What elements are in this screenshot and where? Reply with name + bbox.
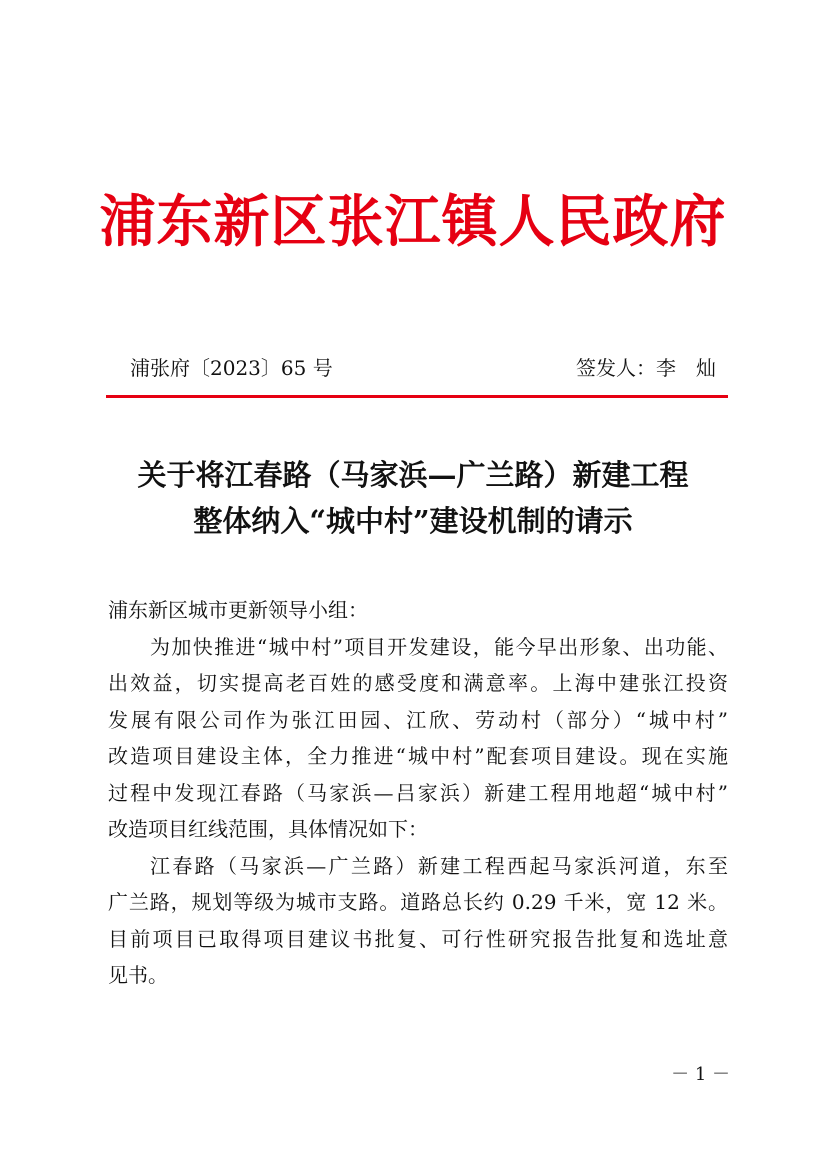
document-number: 浦张府〔2023〕65 号 xyxy=(130,356,333,380)
paragraph-1-line: 发展有限公司作为张江田园、江欣、劳动村（部分）“城中村” xyxy=(108,707,728,732)
masthead-title: 浦东新区张江镇人民政府 xyxy=(99,189,727,255)
paragraph-2-line: 目前项目已取得项目建议书批复、可行性研究报告批复和选址意 xyxy=(108,926,728,951)
red-divider-rule xyxy=(106,395,728,398)
document-title xyxy=(80,452,746,544)
paragraph-1-line: 过程中发现江春路（马家浜—吕家浜）新建工程用地超“城中村” xyxy=(108,780,728,805)
page-number: － 1 － xyxy=(671,1064,730,1085)
paragraph-2-line: 江春路（马家浜—广兰路）新建工程西起马家浜河道，东至 xyxy=(150,853,728,878)
document-title-line-1: 关于将江春路（马家浜—广兰路）新建工程 xyxy=(137,458,689,492)
paragraph-2-line: 见书。 xyxy=(108,963,168,987)
paragraph-2 xyxy=(108,848,728,994)
document-info-row xyxy=(130,353,716,383)
paragraph-1-line: 为加快推进“城中村”项目开发建设，能今早出形象、出功能、 xyxy=(150,634,728,659)
salutation: 浦东新区城市更新领导小组： xyxy=(108,598,368,622)
paragraph-1-line: 出效益，切实提高老百姓的感受度和满意率。上海中建张江投资 xyxy=(108,671,728,695)
paragraph-1-line: 改造项目建设主体，全力推进“城中村”配套项目建设。现在实施 xyxy=(108,744,728,768)
signer: 签发人：李 灿 xyxy=(576,356,716,380)
paragraph-1 xyxy=(108,629,728,848)
paragraph-2-line: 广兰路，规划等级为城市支路。道路总长约 0.29 千米，宽 12 米。 xyxy=(108,890,728,914)
document-body xyxy=(108,592,728,994)
paragraph-1-line: 改造项目红线范围，具体情况如下： xyxy=(108,817,428,841)
document-title-line-2: 整体纳入“城中村”建设机制的请示 xyxy=(193,504,633,538)
